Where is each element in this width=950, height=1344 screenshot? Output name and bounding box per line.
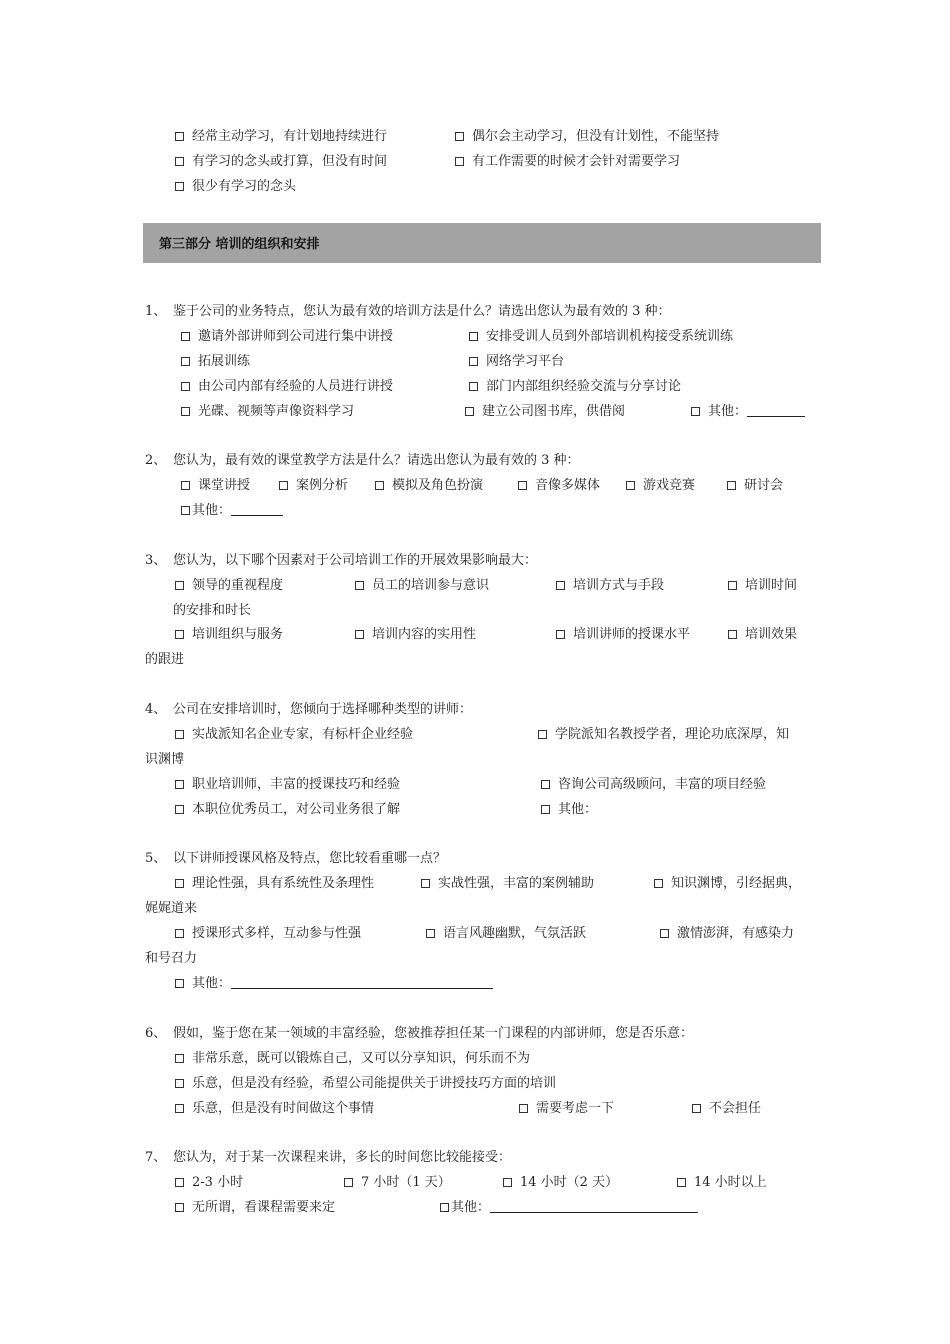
checkbox-icon[interactable]: [728, 581, 737, 590]
checkbox-icon[interactable]: [175, 182, 184, 191]
option-checkbox[interactable]: 学院派知名教授学者，理论功底深厚，知: [538, 727, 789, 743]
checkbox-icon[interactable]: [727, 481, 736, 490]
option-checkbox[interactable]: 由公司内部有经验的人员进行讲授: [181, 379, 393, 395]
option-checkbox[interactable]: 研讨会: [727, 478, 783, 494]
option-other[interactable]: 其他：: [691, 404, 805, 420]
option-checkbox[interactable]: 需要考虑一下: [519, 1101, 614, 1117]
question-number: 5、: [145, 851, 167, 866]
option-checkbox[interactable]: 模拟及角色扮演: [375, 478, 483, 494]
checkbox-icon[interactable]: [344, 1178, 353, 1187]
checkbox-icon[interactable]: [556, 630, 565, 639]
checkbox-icon[interactable]: [541, 780, 550, 789]
checkbox-icon[interactable]: [455, 132, 464, 141]
option-checkbox[interactable]: 无所谓，看课程需要来定: [175, 1200, 335, 1216]
option-wrap-text: 的跟进: [145, 652, 185, 667]
question-number: 4、: [145, 702, 167, 717]
option-other[interactable]: 其他：: [440, 1200, 698, 1216]
option-checkbox[interactable]: 员工的培训参与意识: [355, 578, 489, 594]
checkbox-icon[interactable]: [175, 879, 184, 888]
option-checkbox[interactable]: 很少有学习的念头: [175, 179, 296, 195]
checkbox-icon[interactable]: [469, 357, 478, 366]
option-checkbox[interactable]: 案例分析: [279, 478, 348, 494]
option-checkbox[interactable]: 非常乐意，既可以锻炼自己，又可以分享知识，何乐而不为: [175, 1051, 530, 1067]
checkbox-icon[interactable]: [455, 157, 464, 166]
option-wrap-text: 识渊博: [145, 752, 185, 767]
question-number: 3、: [145, 553, 167, 568]
checkbox-icon[interactable]: [660, 929, 669, 938]
option-checkbox[interactable]: 偶尔会主动学习，但没有计划性，不能坚持: [455, 129, 719, 145]
option-checkbox[interactable]: 建立公司图书库，供借阅: [465, 404, 625, 420]
option-checkbox[interactable]: 部门内部组织经验交流与分享讨论: [469, 379, 681, 395]
option-checkbox[interactable]: 经常主动学习，有计划地持续进行: [175, 129, 387, 145]
checkbox-icon[interactable]: [175, 1203, 184, 1212]
option-wrap-text: 的安排和时长: [173, 603, 252, 618]
option-checkbox[interactable]: 咨询公司高级顾问，丰富的项目经验: [541, 777, 766, 793]
option-checkbox[interactable]: 14 小时（2 天）: [503, 1175, 618, 1191]
checkbox-icon[interactable]: [181, 407, 190, 416]
question-text: 您认为，对于某一次课程来讲，多长的时间您比较能接受：: [173, 1150, 512, 1165]
option-checkbox[interactable]: 授课形式多样，互动参与性强: [175, 926, 361, 942]
question-text: 以下讲师授课风格及特点，您比较看重哪一点？: [173, 851, 447, 866]
option-checkbox[interactable]: 光碟、视频等声像资料学习: [181, 404, 354, 420]
checkbox-icon[interactable]: [175, 1178, 184, 1187]
other-input-line[interactable]: [747, 404, 805, 417]
option-other[interactable]: 其他：: [181, 503, 283, 519]
option-checkbox[interactable]: 实战性强，丰富的案例辅助: [421, 876, 594, 892]
checkbox-icon[interactable]: [469, 382, 478, 391]
checkbox-icon[interactable]: [556, 581, 565, 590]
option-checkbox[interactable]: 14 小时以上: [677, 1175, 767, 1191]
checkbox-icon[interactable]: [175, 1104, 184, 1113]
checkbox-icon[interactable]: [175, 132, 184, 141]
option-checkbox[interactable]: 乐意，但是没有经验，希望公司能提供关于讲授技巧方面的培训: [175, 1076, 556, 1092]
question-number: 1、: [145, 304, 167, 319]
option-checkbox[interactable]: 音像多媒体: [518, 478, 600, 494]
question-text: 假如，鉴于您在某一领域的丰富经验，您被推荐担任某一门课程的内部讲师，您是否乐意：: [173, 1026, 694, 1041]
checkbox-icon[interactable]: [469, 332, 478, 341]
option-checkbox[interactable]: 有学习的念头或打算，但没有时间: [175, 154, 387, 170]
checkbox-icon[interactable]: [426, 929, 435, 938]
option-checkbox[interactable]: 安排受训人员到外部培训机构接受系统训练: [469, 329, 733, 345]
checkbox-icon[interactable]: [538, 730, 547, 739]
checkbox-icon[interactable]: [181, 506, 190, 515]
option-checkbox[interactable]: 游戏竞赛: [626, 478, 695, 494]
option-checkbox[interactable]: 乐意，但是没有时间做这个事情: [175, 1101, 374, 1117]
option-other[interactable]: 其他：: [175, 976, 493, 992]
checkbox-icon[interactable]: [175, 805, 184, 814]
checkbox-icon[interactable]: [181, 357, 190, 366]
checkbox-icon[interactable]: [465, 407, 474, 416]
option-checkbox[interactable]: 7 小时（1 天）: [344, 1175, 451, 1191]
checkbox-icon[interactable]: [677, 1178, 686, 1187]
checkbox-icon[interactable]: [503, 1178, 512, 1187]
question-text: 鉴于公司的业务特点，您认为最有效的培训方法是什么？请选出您认为最有效的 3 种：: [173, 304, 671, 319]
option-checkbox[interactable]: 领导的重视程度: [175, 578, 283, 594]
checkbox-icon[interactable]: [175, 1054, 184, 1063]
checkbox-icon[interactable]: [654, 879, 663, 888]
checkbox-icon[interactable]: [518, 481, 527, 490]
option-checkbox[interactable]: 课堂讲授: [181, 478, 250, 494]
option-checkbox[interactable]: 本职位优秀员工，对公司业务很了解: [175, 802, 400, 818]
option-checkbox[interactable]: 培训内容的实用性: [355, 627, 476, 643]
checkbox-icon[interactable]: [181, 332, 190, 341]
checkbox-icon[interactable]: [175, 630, 184, 639]
option-checkbox[interactable]: 激情澎湃，有感染力: [660, 926, 794, 942]
option-checkbox[interactable]: 知识渊博，引经据典，: [654, 876, 801, 892]
option-checkbox[interactable]: 职业培训师，丰富的授课技巧和经验: [175, 777, 400, 793]
option-checkbox[interactable]: 培训效果: [728, 627, 797, 643]
checkbox-icon[interactable]: [175, 780, 184, 789]
option-wrap-text: 和号召力: [145, 951, 198, 966]
option-wrap-text: 娓娓道来: [145, 901, 198, 916]
checkbox-icon[interactable]: [375, 481, 384, 490]
question-text: 您认为，最有效的课堂教学方法是什么？请选出您认为最有效的 3 种：: [173, 453, 580, 468]
checkbox-icon[interactable]: [355, 630, 364, 639]
checkbox-icon[interactable]: [175, 730, 184, 739]
option-checkbox[interactable]: 培训方式与手段: [556, 578, 664, 594]
question-text: 您认为，以下哪个因素对于公司培训工作的开展效果影响最大：: [173, 553, 538, 568]
option-checkbox[interactable]: 培训时间: [728, 578, 797, 594]
checkbox-icon[interactable]: [181, 382, 190, 391]
option-checkbox[interactable]: 其他：: [541, 802, 597, 818]
option-checkbox[interactable]: 实战派知名企业专家，有标杆企业经验: [175, 727, 413, 743]
checkbox-icon[interactable]: [692, 1104, 701, 1113]
other-input-line[interactable]: [490, 1200, 698, 1213]
question-number: 7、: [145, 1150, 167, 1165]
checkbox-icon[interactable]: [175, 929, 184, 938]
other-input-line[interactable]: [231, 976, 493, 989]
option-checkbox[interactable]: 培训组织与服务: [175, 627, 283, 643]
checkbox-icon[interactable]: [626, 481, 635, 490]
checkbox-icon[interactable]: [728, 630, 737, 639]
checkbox-icon[interactable]: [421, 879, 430, 888]
option-checkbox[interactable]: 2-3 小时: [175, 1175, 243, 1191]
checkbox-icon[interactable]: [541, 805, 550, 814]
checkbox-icon[interactable]: [279, 481, 288, 490]
option-checkbox[interactable]: 培训讲师的授课水平: [556, 627, 690, 643]
section-header: [143, 223, 821, 263]
other-input-line[interactable]: [231, 503, 283, 516]
option-checkbox[interactable]: 语言风趣幽默，气氛活跃: [426, 926, 586, 942]
option-checkbox[interactable]: 网络学习平台: [469, 354, 564, 370]
option-checkbox[interactable]: 邀请外部讲师到公司进行集中讲授: [181, 329, 393, 345]
checkbox-icon[interactable]: [691, 407, 700, 416]
checkbox-icon[interactable]: [440, 1203, 449, 1212]
section-title: 第三部分 培训的组织和安排: [159, 237, 320, 252]
option-checkbox[interactable]: 理论性强，具有系统性及条理性: [175, 876, 374, 892]
option-checkbox[interactable]: 不会担任: [692, 1101, 761, 1117]
question-number: 6、: [145, 1026, 167, 1041]
checkbox-icon[interactable]: [355, 581, 364, 590]
checkbox-icon[interactable]: [175, 1079, 184, 1088]
checkbox-icon[interactable]: [175, 157, 184, 166]
checkbox-icon[interactable]: [181, 481, 190, 490]
checkbox-icon[interactable]: [519, 1104, 528, 1113]
option-checkbox[interactable]: 有工作需要的时候才会针对需要学习: [455, 154, 680, 170]
option-checkbox[interactable]: 拓展训练: [181, 354, 250, 370]
checkbox-icon[interactable]: [175, 581, 184, 590]
checkbox-icon[interactable]: [175, 979, 184, 988]
question-text: 公司在安排培训时，您倾向于选择哪种类型的讲师：: [173, 702, 473, 717]
question-number: 2、: [145, 453, 167, 468]
